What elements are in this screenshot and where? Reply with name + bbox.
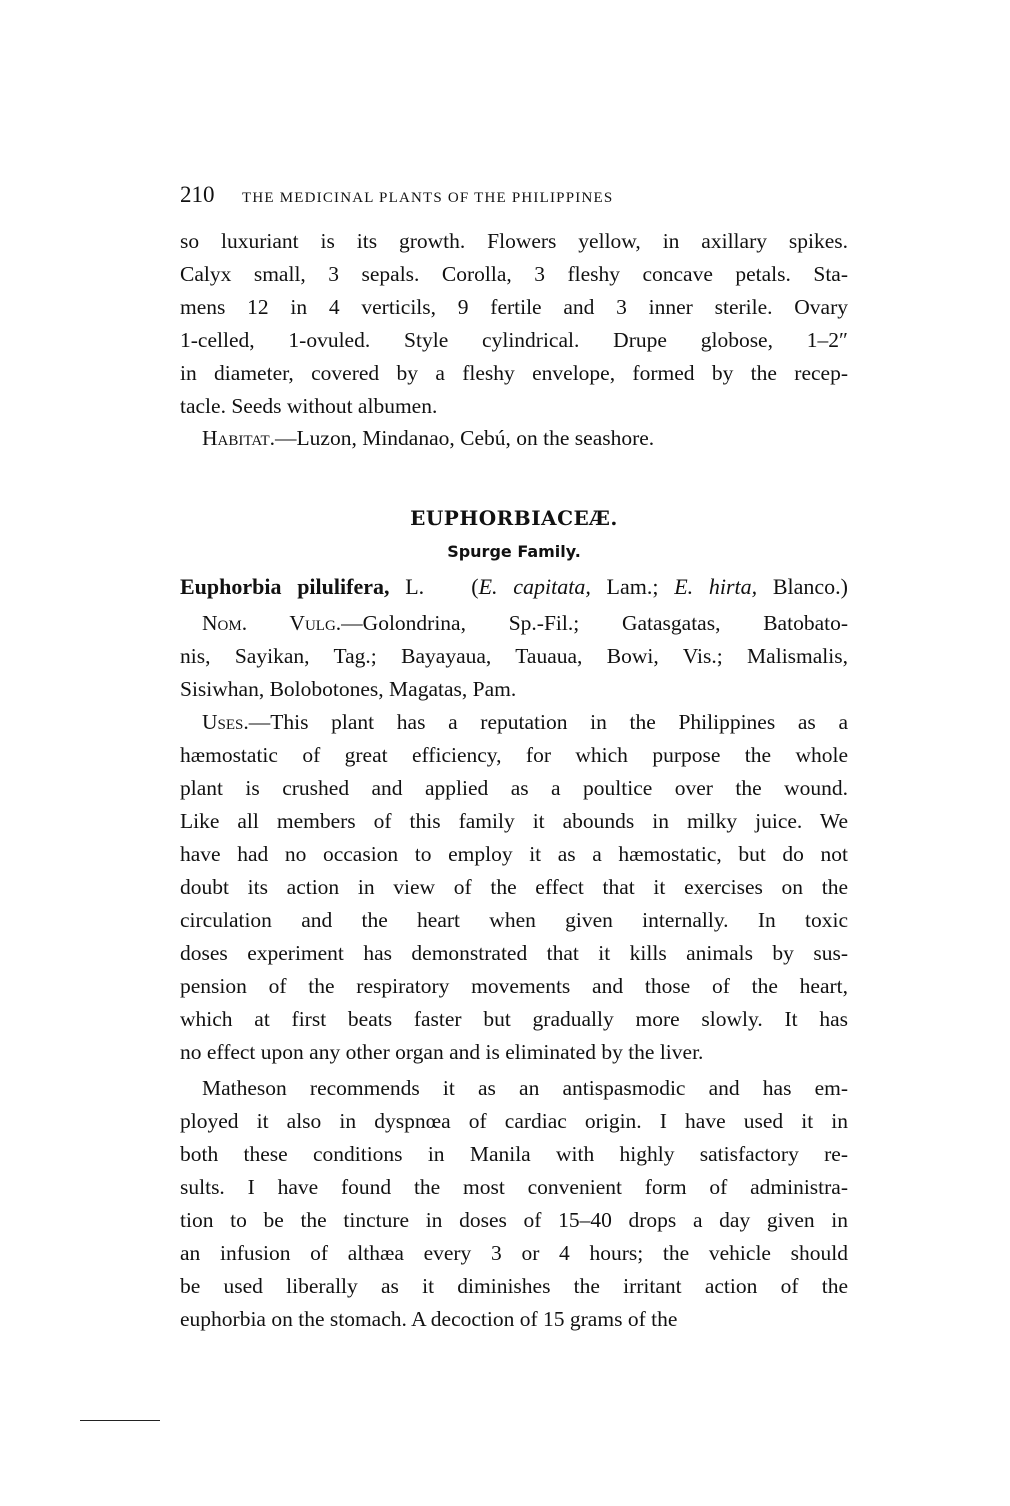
text-line: [180, 970, 848, 1003]
text-line: [180, 1270, 848, 1303]
text-line: [180, 1204, 848, 1237]
text-line: [180, 1036, 848, 1069]
line-text: circulation and the heart when given internally. In toxic: [180, 908, 848, 932]
text-line: [180, 772, 848, 805]
text-line: [180, 805, 848, 838]
species-name: Euphorbia pilulifera,: [180, 574, 390, 599]
paragraph-nom-vulg: [180, 607, 848, 706]
line-text: hæmostatic of great efficiency, for which purpose the whole: [180, 743, 848, 767]
running-title: THE MEDICINAL PLANTS OF THE PHILIPPINES: [242, 190, 614, 206]
synonym-1: E. capitata,: [478, 574, 591, 599]
text-line: [180, 225, 848, 258]
line-text: ployed it also in dyspnœa of cardiac origin. I have used it in: [180, 1109, 848, 1133]
text-line: [180, 607, 848, 640]
family-heading-block: [180, 502, 848, 568]
synonym-2: E. hirta,: [674, 574, 758, 599]
line-text: have had no occasion to employ it as a hæmostatic, but do not: [180, 842, 848, 866]
paragraph-description: [180, 225, 848, 423]
text-line: [180, 739, 848, 772]
text-line: [180, 1171, 848, 1204]
text-line: [180, 390, 848, 423]
line-text: —This plant has a reputation in the Philippines as a: [248, 710, 848, 734]
line-text: mens 12 in 4 verticils, 9 fertile and 3 inner sterile. Ovary: [180, 295, 848, 319]
line-text: tacle. Seeds without albumen.: [180, 394, 438, 418]
section-label: Nom. Vulg.: [202, 611, 342, 635]
text-line: [180, 838, 848, 871]
species-author: L.: [389, 574, 425, 599]
section-label: Uses.: [202, 710, 249, 734]
line-text: Like all members of this family it abounds in milky juice. We: [180, 809, 848, 833]
line-text: both these conditions in Manila with highly satisfactory re-: [180, 1142, 848, 1166]
line-text: Sisiwhan, Bolobotones, Magatas, Pam.: [180, 677, 517, 701]
line-text: doubt its action in view of the effect that it exercises on the: [180, 875, 848, 899]
family-common-name: Spurge Family.: [447, 542, 581, 561]
text-line: [180, 291, 848, 324]
text-line: [180, 1237, 848, 1270]
line-text: doses experiment has demonstrated that it kills animals by sus-: [180, 941, 848, 965]
text-line: [180, 904, 848, 937]
text-line: [180, 1003, 848, 1036]
line-text: pension of the respiratory movements and those of the heart,: [180, 974, 848, 998]
text-line: [180, 706, 848, 739]
species-heading: [180, 570, 848, 603]
line-text: so luxuriant is its growth. Flowers yellow, in axillary spikes.: [180, 229, 848, 253]
paragraph-uses: [180, 706, 848, 1069]
running-header: [180, 182, 848, 208]
synonym-1-author: Lam.;: [590, 574, 675, 599]
text-line: [180, 871, 848, 904]
text-line: [180, 937, 848, 970]
paragraph-matheson: [180, 1072, 848, 1336]
text-line: [180, 1105, 848, 1138]
text-line: [180, 1138, 848, 1171]
line-text: Calyx small, 3 sepals. Corolla, 3 fleshy concave petals. Sta-: [180, 262, 848, 286]
text-line: [180, 1072, 848, 1105]
synonym-2-author: Blanco.): [757, 574, 848, 599]
habitat-text: —Luzon, Mindanao, Cebú, on the seashore.: [275, 426, 655, 450]
line-text: nis, Sayikan, Tag.; Bayayaua, Tauaua, Bowi, Vis.; Malismalis,: [180, 644, 848, 668]
text-line: [180, 673, 848, 706]
paren: (: [471, 574, 479, 599]
text-line: [180, 357, 848, 390]
line-text: Matheson recommends it as an antispasmodic and has em-: [202, 1076, 848, 1100]
line-text: euphorbia on the stomach. A decoction of 15 grams of the: [180, 1307, 678, 1331]
line-text: which at first beats faster but gradually more slowly. It has: [180, 1007, 848, 1031]
line-text: sults. I have found the most convenient form of administra-: [180, 1175, 848, 1199]
line-text: in diameter, covered by a fleshy envelope, formed by the recep-: [180, 361, 848, 385]
line-text: no effect upon any other organ and is eliminated by the liver.: [180, 1040, 704, 1064]
text-line: [180, 1303, 848, 1336]
line-text: an infusion of althæa every 3 or 4 hours; the vehicle should: [180, 1241, 848, 1265]
line-text: be used liberally as it diminishes the irritant action of the: [180, 1274, 848, 1298]
page-number: 210: [180, 182, 215, 207]
line-text: 1-celled, 1-ovuled. Style cylindrical. Drupe globose, 1–2″: [180, 328, 848, 352]
line-text: plant is crushed and applied as a poultice over the wound.: [180, 776, 848, 800]
line-text: tion to be the tincture in doses of 15–40 drops a day given in: [180, 1208, 848, 1232]
footnote-rule: [80, 1420, 160, 1421]
text-line: [180, 258, 848, 291]
text-line: [180, 640, 848, 673]
text-line: [180, 324, 848, 357]
family-heading: EUPHORBIACEÆ.: [410, 506, 618, 530]
paragraph-habitat: [180, 422, 848, 455]
line-text: —Golondrina, Sp.-Fil.; Gatasgatas, Batobato-: [341, 611, 848, 635]
habitat-label: Habitat.: [202, 426, 276, 450]
